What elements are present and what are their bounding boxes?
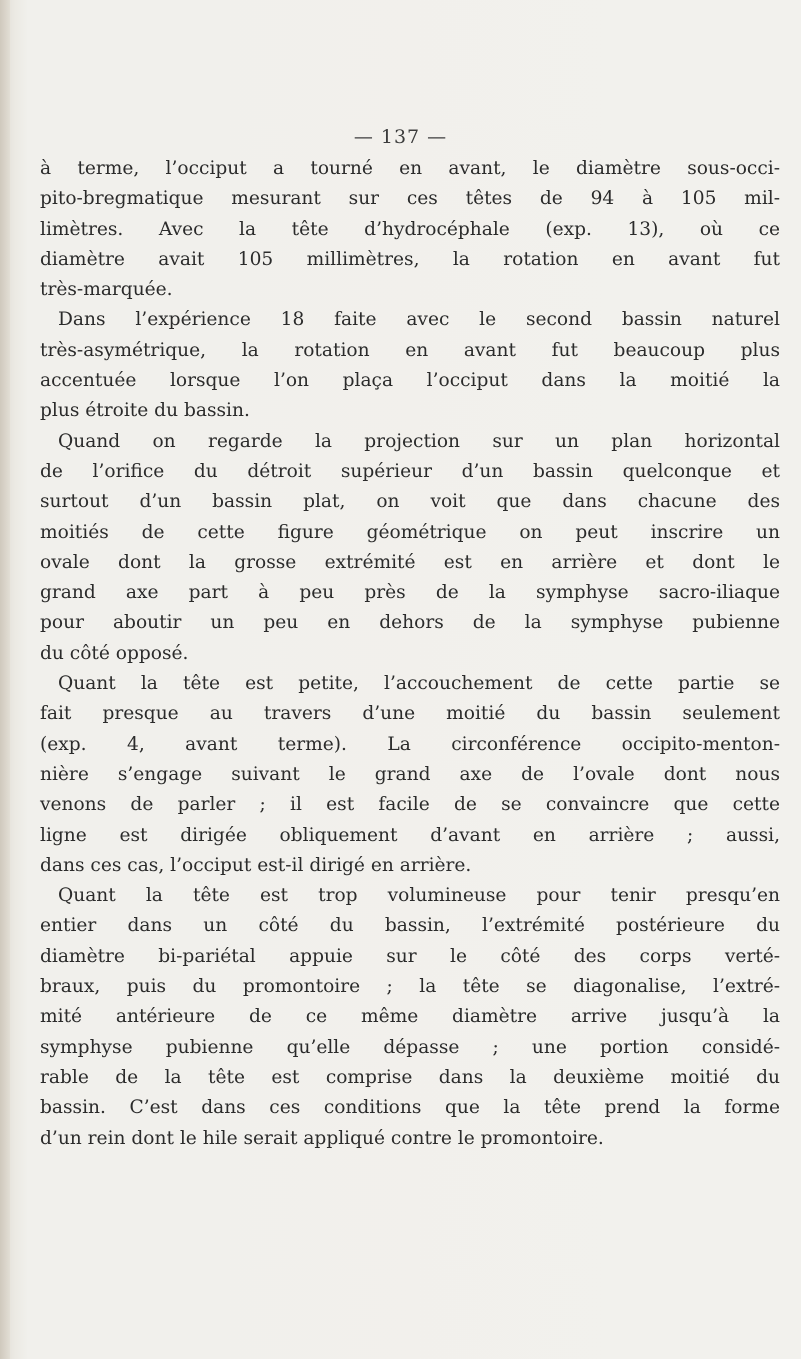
text-line: accentuée lorsque l’on plaça l’occiput dans la moitié la — [40, 370, 780, 392]
text-line: fait presque au travers d’une moitié du bassin seulement — [40, 703, 780, 725]
text-line: nière s’engage suivant le grand axe de l’ovale dont nous — [40, 763, 780, 785]
text-line: ovale dont la grosse extrémité est en arrière et dont le — [40, 551, 780, 573]
text-line: moitiés de cette figure géométrique on peut inscrire un — [40, 521, 780, 543]
text-line: symphyse pubienne qu’elle dépasse ; une portion considé- — [40, 1036, 780, 1058]
text-line: d’un rein dont le hile serait appliqué contre le promontoire. — [40, 1127, 604, 1149]
text-line: de l’orifice du détroit supérieur d’un bassin quelconque et — [40, 460, 780, 482]
text-line: Quand on regarde la projection sur un plan horizontal — [58, 430, 780, 452]
text-line: ligne est dirigée obliquement d’avant en arrière ; aussi, — [40, 824, 780, 846]
text-line: dans ces cas, l’occiput est-il dirigé en arrière. — [40, 854, 472, 876]
text-line: pito-bregmatique mesurant sur ces têtes de 94 à 105 mil- — [40, 188, 780, 210]
text-line: limètres. Avec la tête d’hydrocéphale (exp. 13), où ce — [40, 218, 780, 240]
text-line: du côté opposé. — [40, 642, 189, 664]
text-line: surtout d’un bassin plat, on voit que dans chacune des — [40, 491, 780, 513]
page-number: — 137 — — [353, 126, 448, 148]
text-line: bassin. C’est dans ces conditions que la tête prend la forme — [40, 1097, 780, 1119]
text-line: à terme, l’occiput a tourné en avant, le diamètre sous-occi- — [40, 158, 780, 179]
text-line: rable de la tête est comprise dans la deuxième moitié du — [40, 1066, 780, 1088]
text-line: très-asymétrique, la rotation en avant fut beaucoup plus — [40, 339, 780, 361]
text-line: diamètre avait 105 millimètres, la rotation en avant fut — [40, 248, 780, 270]
text-line: mité antérieure de ce même diamètre arrive jusqu’à la — [40, 1006, 780, 1028]
text-line: Quant la tête est trop volumineuse pour tenir presqu’en — [58, 885, 780, 907]
text-line: Dans l’expérience 18 faite avec le second bassin naturel — [58, 309, 780, 331]
text-line: braux, puis du promontoire ; la tête se diagonalise, l’extré- — [40, 976, 780, 998]
text-line: pour aboutir un peu en dehors de la symphyse pubienne — [40, 612, 780, 634]
text-line: plus étroite du bassin. — [40, 400, 250, 422]
text-line: venons de parler ; il est facile de se convaincre que cette — [40, 794, 780, 816]
text-line: Quant la tête est petite, l’accouchement de cette partie se — [58, 673, 780, 695]
text-line: très-marquée. — [40, 279, 173, 301]
body-text — [40, 154, 780, 1154]
text-line: diamètre bi-pariétal appuie sur le côté des corps verté- — [40, 945, 780, 967]
text-line: grand axe part à peu près de la symphyse sacro-iliaque — [40, 582, 780, 604]
page-spine-shadow — [0, 0, 10, 1359]
text-line: (exp. 4, avant terme). La circonférence occipito-menton- — [40, 733, 780, 755]
text-line: entier dans un côté du bassin, l’extrémité postérieure du — [40, 915, 780, 937]
